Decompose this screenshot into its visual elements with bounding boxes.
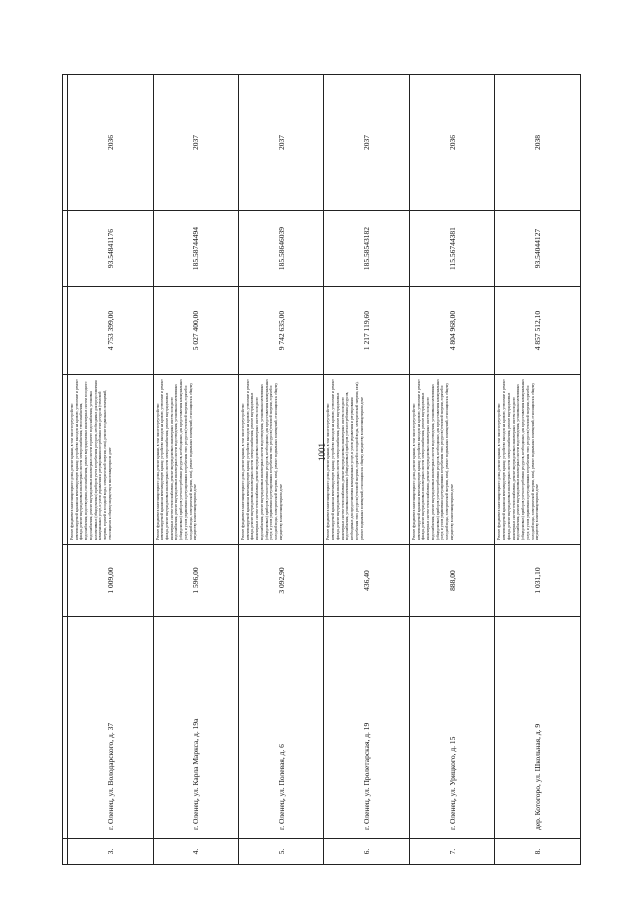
row-number: 4. [153,839,238,865]
cost-cell: 9 742 635,00 [238,287,323,375]
area-cell: 436,40 [324,545,409,617]
works-cell: Ремонт фундамента многоквартирного дома, ремонт крыши, в том числе переустройство невентилируемой крыши на вентилируемую крышу, устройство выходов на кровлю, утепление и ремонт фасада, ремонт внутридомовых инженерных систем электроснабжения, теплоснабжения, водоснабжения, водоотведения, газоснабжения, ремонт внутридомовых инженерных систем холодного водоснабжения, ремонт внутридомовых инженерных систем горячего водоснабжения, установка коллективных (общедомовых) приборов учета потребления ресурсов, необходимых для предоставления коммунальных услуг, и узлов управления и регулирования потребления этих ресурсов (тепловой энергии, горячей и холодной воды, электрической энергии, газа), ремонт подвальных помещений, относящихся к общему имуществу в многоквартирном доме [68,375,153,545]
cost-cell: 4 804 968,00 [409,287,494,375]
table-body [63,75,581,865]
year-cell: 2036 [68,75,153,211]
cost-cell: 5 027 400,00 [153,287,238,375]
rate-cell: 185.58646039 [238,211,323,287]
row-number: 7. [409,839,494,865]
address-cell: дер. Котогоро, ул. Школьная, д. 9 [495,617,581,839]
works-cell: Ремонт фундамента многоквартирного дома, ремонт крыши, в том числе переустройство невентилируемой крыши на вентилируемую крышу, устройство выходов на кровлю, утепление и ремонт фасада, ремонт внутридомовых инженерных систем электроснабжения, ремонт внутридомовых инженерных систем теплоснабжения, ремонт внутридомовых инженерных систем холодного водоснабжения, ремонт внутридомовых инженерных систем водоотведения, установка коллективных (общедомовых) приборов учета потребления ресурсов, необходимых для предоставления коммунальных услуг, и узлов управления и регулирования потребления этих ресурсов (тепловой энергии, горячей и холодной воды, электрической энергии, газа), ремонт подвальных помещений, относящихся к общему имуществу в многоквартирном доме [238,375,323,545]
rate-cell: 93.54044127 [495,211,581,287]
table-row [409,75,494,865]
works-cell: Ремонт фундамента многоквартирного дома, ремонт крыши, в том числе переустройство невентилируемой крыши на вентилируемую крышу, устройство выходов на кровлю, утепление и ремонт фасада, ремонт внутридомовых инженерных систем электроснабжения, ремонт внутридомовых инженерных систем теплоснабжения, ремонт внутридомовых инженерных систем холодного водоснабжения, ремонт внутридомовых инженерных систем водоотведения, установка коллективных (общедомовых) приборов учета потребления ресурсов, необходимых для предоставления коммунальных услуг, и узлов управления и регулирования потребления этих ресурсов (тепловой энергии, горячей и холодной воды, электрической энергии, газа), ремонт подвальных помещений, относящихся к общему имуществу в многоквартирном доме [153,375,238,545]
area-cell: 1 009,00 [68,545,153,617]
area-cell: 888,00 [409,545,494,617]
year-cell: 2036 [409,75,494,211]
area-cell: 3 092,90 [238,545,323,617]
address-cell: г. Оленец, ул. Урицкого, д. 15 [409,617,494,839]
year-cell: 2037 [153,75,238,211]
address-cell: г. Оленец, ул. Карла Маркса, д. 19а [153,617,238,839]
table-container [62,75,581,865]
works-cell: Ремонт фундамента многоквартирного дома, ремонт крыши, в том числе переустройство невентилируемой крыши на вентилируемую крышу, устройство выходов на кровлю, утепление и ремонт фасада, ремонт внутридомовых инженерных систем электроснабжения, ремонт внутридомовых инженерных систем теплоснабжения, ремонт внутридомовых инженерных систем холодного водоснабжения, ремонт внутридомовых инженерных систем водоотведения, установка коллективных (общедомовых) приборов учета потребления ресурсов, необходимых для предоставления коммунальных услуг, и узлов управления и регулирования потребления этих ресурсов (тепловой энергии, горячей и холодной воды, электрической энергии, газа), ремонт подвальных помещений, относящихся к общему имуществу в многоквартирном доме [495,375,581,545]
address-cell: г. Оленец, ул. Пролетарская, д. 19 [324,617,409,839]
row-number: 3. [68,839,153,865]
address-cell: г. Оленец, ул. Володарского, д. 37 [68,617,153,839]
works-cell: Ремонт фундамента многоквартирного дома, ремонт крыши, в том числе переустройство невентилируемой крыши на вентилируемую крышу, устройство выходов на кровлю, утепление и ремонт фасада, ремонт внутридомовых инженерных систем электроснабжения, ремонт внутридомовых инженерных систем теплоснабжения, ремонт внутридомовых инженерных систем холодного водоснабжения, ремонт внутридомовых инженерных систем водоотведения, установка коллективных (общедомовых) приборов учета потребления ресурсов, необходимых для предоставления коммунальных услуг, и узлов управления и регулирования потребления этих ресурсов (тепловой энергии, горячей и холодной воды, электрической энергии, газа), ремонт подвальных помещений, относящихся к общему имуществу в многоквартирном доме [409,375,494,545]
address-cell: г. Оленец, ул. Полевая, д. 6 [238,617,323,839]
table-row [68,75,153,865]
works-cell: Ремонт фундамента многоквартирного дома, ремонт крыши, в том числе переустройство невентилируемой крыши на вентилируемую крышу, устройство выходов на кровлю, утепление и ремонт фасада, ремонт внутридомовых инженерных систем электроснабжения, ремонт внутридомовых инженерных систем теплоснабжения, ремонт внутридомовых инженерных систем холодного водоснабжения, установка коллективных (общедомовых) приборов учета потребления ресурсов, необходимых для предоставления коммунальных услуг, и узлов управления и регулирования потребления этих ресурсов (тепловой энергии, горячей и холодной воды, электрической энергии, газа), ремонт подвальных помещений, относящихся к общему имуществу в многоквартирном доме [324,375,409,545]
year-cell: 2037 [238,75,323,211]
repair-program-table [62,74,581,865]
year-cell: 2037 [324,75,409,211]
rate-cell: 115.56744381 [409,211,494,287]
rotated-table [62,75,581,865]
row-number: 8. [495,839,581,865]
rate-cell: 185.58543182 [324,211,409,287]
cost-cell: 4 857 512,10 [495,287,581,375]
rate-cell: 93.54841176 [68,211,153,287]
area-cell: 1 031,10 [495,545,581,617]
row-number: 6. [324,839,409,865]
rate-cell: 185.58744494 [153,211,238,287]
table-row [324,75,409,865]
page-number: 1001 [317,443,327,461]
table-row [153,75,238,865]
table-row [495,75,581,865]
year-cell: 2038 [495,75,581,211]
cost-cell: 4 753 399,00 [68,287,153,375]
area-cell: 1 596,00 [153,545,238,617]
table-row [238,75,323,865]
cost-cell: 1 217 119,60 [324,287,409,375]
row-number: 5. [238,839,323,865]
